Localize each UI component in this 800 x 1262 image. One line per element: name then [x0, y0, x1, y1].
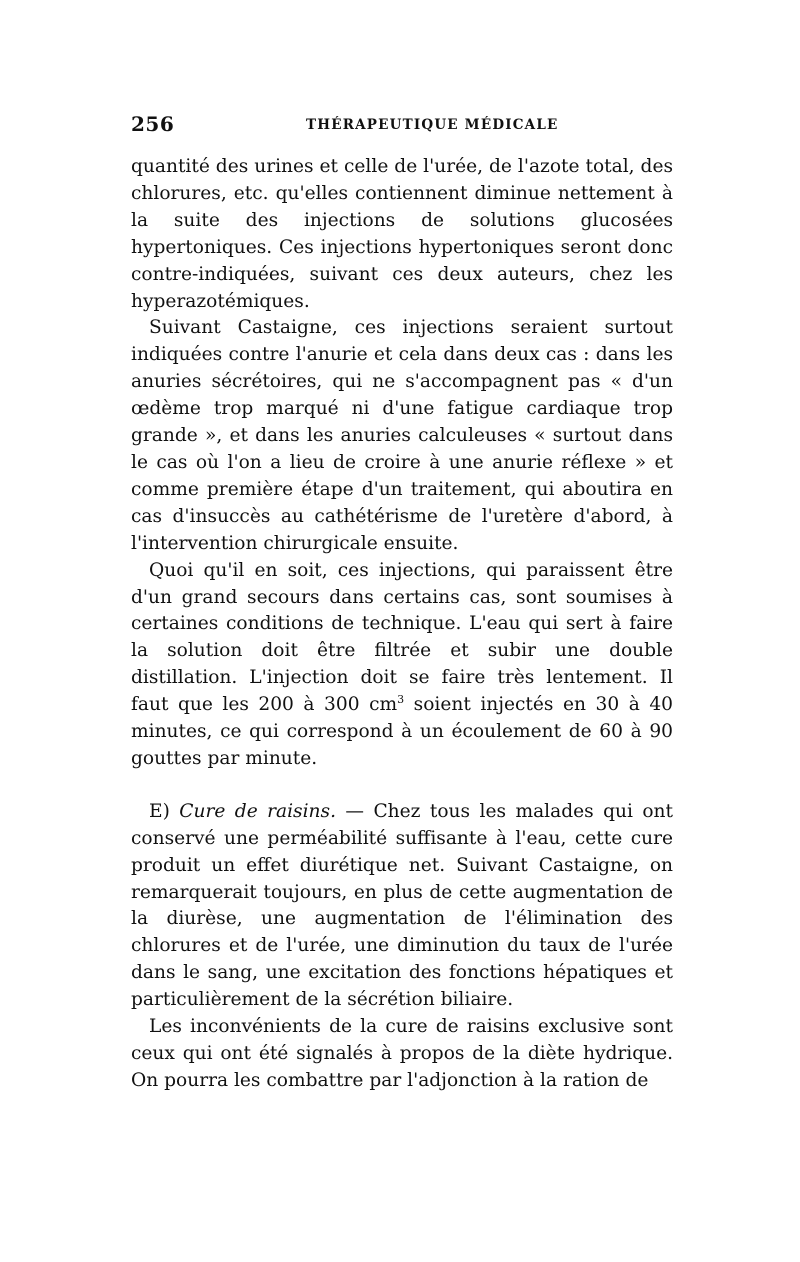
book-page [131, 112, 673, 1095]
paragraph-text: Suivant Castaigne, ces injections seraient surtout indiquées contre l'anurie et cela dans deux cas : dans les anuries sécrétoires, qui ne s'accompagnent pas « d'un œdème trop marqué ni d'une fatigue cardiaque trop grande », et dans les anuries calculeuses « surtout dans le cas où l'on a lieu de croire à une anurie réflexe » et comme première étape d'un traitement, qui aboutira en cas d'insuccès au cathétérisme de l'uretère d'abord, à l'intervention chirurgicale ensuite. [131, 317, 673, 554]
running-title: THÉRAPEUTIQUE MÉDICALE [306, 117, 559, 133]
paragraph-injection-technique [131, 558, 673, 773]
paragraph-text: — Chez tous les malades qui ont conservé une perméabilité suffisante à l'eau, cette cure produit un effet diurétique net. Suivant Castaigne, on remarquerait toujours, en plus de cette augmentation de la diurèse, une augmentation de l'élimination des chlorures et de l'urée, une diminution du taux de l'urée dans le sang, une excitation des fonctions hépatiques et particulièrement de la sécrétion biliaire. [131, 800, 673, 1011]
paragraph-castaigne-indications [131, 315, 673, 557]
section-label: E) [149, 800, 180, 822]
paragraph-inconvenients [131, 1014, 673, 1095]
paragraph-continuation [131, 154, 673, 315]
paragraph-text: soient injectés en 30 à 40 minutes, ce qui correspond à un écoulement de 60 à 90 gouttes par minute. [131, 694, 673, 769]
running-head [131, 112, 673, 142]
page-number: 256 [131, 112, 175, 136]
superscript-exponent: 3 [397, 692, 405, 706]
section-title: Cure de raisins. [179, 800, 336, 822]
paragraph-cure-de-raisins [131, 799, 673, 1014]
paragraph-text: Les inconvénients de la cure de raisins exclusive sont ceux qui ont été signalés à propos de la diète hydrique. On pourra les combattre par l'adjonction à la ration de [131, 1016, 673, 1091]
paragraph-text: Quoi qu'il en soit, ces injections, qui paraissent être d'un grand secours dans certains cas, sont soumises à certaines conditions de technique. L'eau qui sert à faire la solution doit être filtrée et subir une double distillation. L'injection doit se faire très lentement. Il faut que les 200 à 300 cm [131, 559, 673, 716]
paragraph-text: quantité des urines et celle de l'urée, de l'azote total, des chlorures, etc. qu'elles contiennent diminue nettement à la suite des injections de solutions glucosées hypertoniques. Ces injections hypertoniques seront donc contre-indiquées, suivant ces deux auteurs, chez les hyperazotémiques. [131, 156, 673, 312]
